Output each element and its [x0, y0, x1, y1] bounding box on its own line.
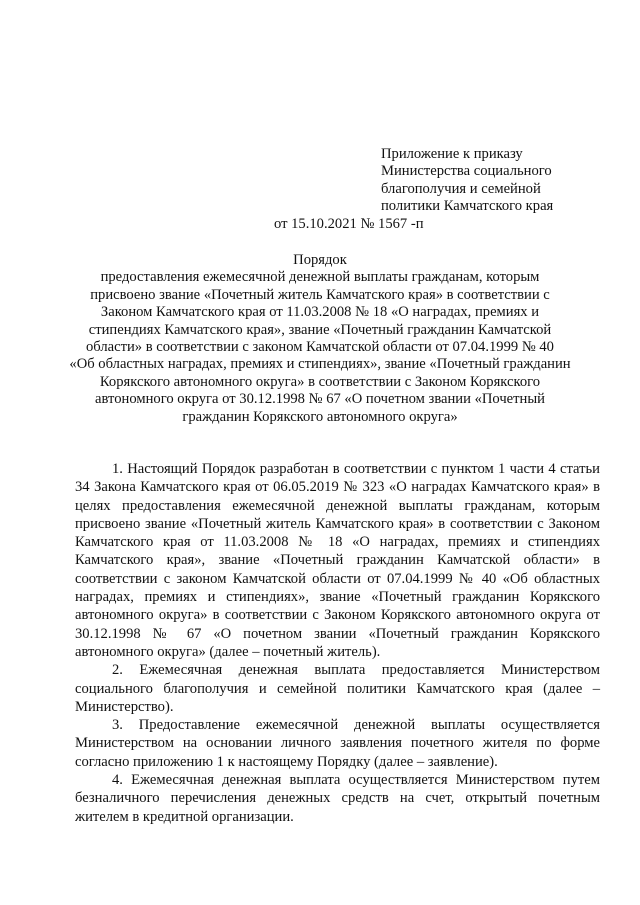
- paragraph-2: 2. Ежемесячная денежная выплата предоставляется Министерством социального благополучия и семейной политики Камчатского края (далее – Министерство).: [75, 662, 600, 715]
- appendix-header: [381, 146, 621, 216]
- paragraph-1: 1. Настоящий Порядок разработан в соответствии с пунктом 1 части 4 статьи 34 Закона Камчатского края от 06.05.2019 № 323 «О наградах Камчатского края» в целях предоставления ежемесячной денежной выплаты гражданам, которым присвоено звание «Почетный житель Камчатского края» в соответствии с Законом Камчатского края от 11.03.2008 № 18 «О наградах, премиях и стипендиях Камчатского края», звание «Почетный гражданин Камчатской области» в соответствии с законом Камчатской области от 07.04.1999 № 40 «Об областных наградах, премиях и стипендиях», звание «Почетный гражданин Корякского автономного округа» в соответствии с Законом Корякского автономного округа от 30.12.1998 № 67 «О почетном звании «Почетный гражданин Корякского автономного округа» (далее – почетный житель).: [75, 461, 600, 660]
- title-line: предоставления ежемесячной денежной выплаты гражданам, которым: [100, 269, 540, 286]
- title-line: «Об областных наградах, премиях и стипендиях», звание «Почетный гражданин: [69, 356, 571, 373]
- document-body: [75, 460, 600, 826]
- paragraph-4: 4. Ежемесячная денежная выплата осуществляется Министерством путем безналичного перечисления денежных средств на счет, открытый почетным жителем в кредитной организации.: [75, 772, 600, 825]
- title-line: автономного округа от 30.12.1998 № 67 «О почетном звании «Почетный: [95, 391, 545, 408]
- paragraph-3: 3. Предоставление ежемесячной денежной выплаты осуществляется Министерством на основании личного заявления почетного жителя по форме согласно приложению 1 к настоящему Порядку (далее – заявление).: [75, 717, 600, 770]
- order-date-line: от 15.10.2021 № 1567 -п: [274, 216, 424, 232]
- title-line: Корякского автономного округа» в соответствии с Законом Корякского: [99, 373, 541, 390]
- title-line: стипендиях Камчатского края», звание «Почетный гражданин Камчатской: [88, 321, 552, 338]
- title-heading: Порядок: [293, 252, 347, 268]
- appendix-line: политики Камчатского края: [381, 198, 554, 215]
- document-title: [40, 252, 600, 426]
- title-line: области» в соответствии с законом Камчатской области от 07.04.1999 № 40: [86, 339, 554, 356]
- appendix-line: благополучия и семейной: [381, 180, 541, 197]
- title-line: присвоено звание «Почетный житель Камчатского края» в соответствии с: [90, 286, 550, 303]
- appendix-line: Приложение к приказу: [381, 146, 523, 162]
- title-line: Законом Камчатского края от 11.03.2008 № 18 «О наградах, премиях и: [100, 304, 540, 321]
- title-line: гражданин Корякского автономного округа»: [182, 408, 458, 425]
- appendix-line: Министерства социального: [381, 163, 552, 180]
